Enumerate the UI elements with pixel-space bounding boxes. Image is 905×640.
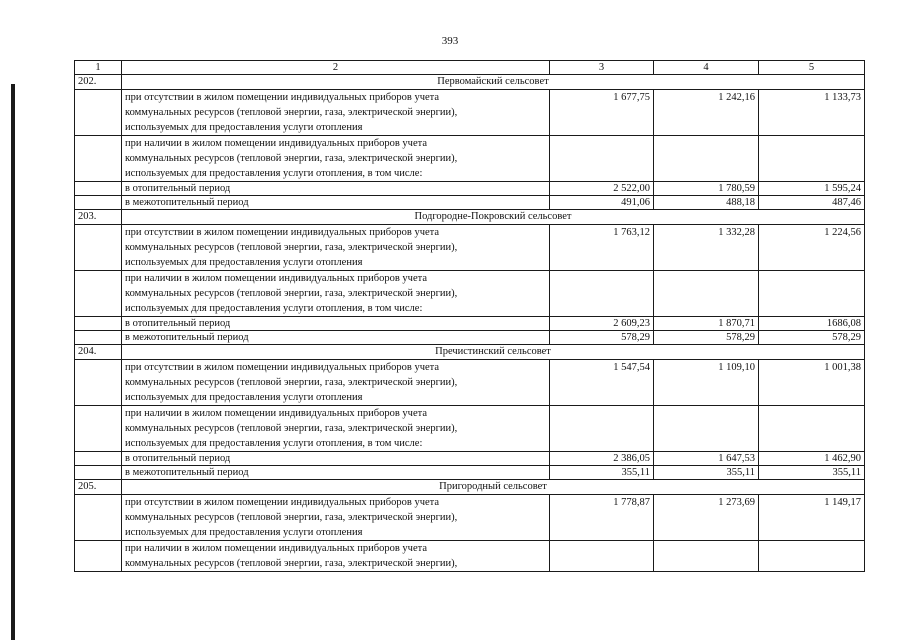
description-line: при наличии в жилом помещении индивидуальных приборов учета <box>125 543 427 554</box>
description-line: при наличии в жилом помещении индивидуальных приборов учета <box>125 273 427 284</box>
tariff-table <box>74 60 865 572</box>
value-cell-v3: 1 677,75 <box>550 90 654 136</box>
section-title: Первомайский сельсовет <box>122 75 865 90</box>
description-line: коммунальных ресурсов (тепловой энергии, газа, электрической энергии), <box>125 512 458 523</box>
table-row <box>75 541 865 572</box>
description-line: коммунальных ресурсов (тепловой энергии, газа, электрической энергии), <box>125 242 458 253</box>
value-cell-v5: 578,29 <box>759 331 865 345</box>
section-header-row <box>75 210 865 225</box>
value-cell-v3: 491,06 <box>550 196 654 210</box>
row-description <box>122 495 550 541</box>
table-row <box>75 466 865 480</box>
column-header: 5 <box>759 61 865 75</box>
value-cell-v3: 1 547,54 <box>550 360 654 406</box>
value-cell-v3: 2 522,00 <box>550 182 654 196</box>
column-header: 3 <box>550 61 654 75</box>
value-cell-v5 <box>759 271 865 317</box>
row-number-cell <box>75 406 122 452</box>
table-row <box>75 136 865 182</box>
value-cell-v4: 488,18 <box>654 196 759 210</box>
row-description <box>122 136 550 182</box>
description-line: используемых для предоставления услуги отопления <box>125 527 363 538</box>
description-line: в отопительный период <box>125 318 231 329</box>
column-header: 1 <box>75 61 122 75</box>
value-cell-v5: 1 224,56 <box>759 225 865 271</box>
section-title: Пречистинский сельсовет <box>122 345 865 360</box>
description-line: при отсутствии в жилом помещении индивидуальных приборов учета <box>125 92 440 103</box>
column-header: 4 <box>654 61 759 75</box>
section-header-row <box>75 75 865 90</box>
value-cell-v3 <box>550 541 654 572</box>
row-description <box>122 90 550 136</box>
section-title: Пригородный сельсовет <box>122 480 865 495</box>
section-number: 203. <box>75 210 122 225</box>
table-row <box>75 406 865 452</box>
row-number-cell <box>75 331 122 345</box>
value-cell-v5: 1 595,24 <box>759 182 865 196</box>
row-number-cell <box>75 360 122 406</box>
value-cell-v5: 1 149,17 <box>759 495 865 541</box>
description-line: в межотопительный период <box>125 332 249 343</box>
row-description <box>122 331 550 345</box>
description-line: в межотопительный период <box>125 197 249 208</box>
value-cell-v4: 1 332,28 <box>654 225 759 271</box>
table-row <box>75 196 865 210</box>
value-cell-v4: 1 780,59 <box>654 182 759 196</box>
value-cell-v4: 1 242,16 <box>654 90 759 136</box>
page-number: 393 <box>441 35 459 47</box>
description-line: используемых для предоставления услуги отопления <box>125 257 363 268</box>
value-cell-v5: 1 462,90 <box>759 452 865 466</box>
section-title: Подгородне-Покровский сельсовет <box>122 210 865 225</box>
value-cell-v4 <box>654 271 759 317</box>
description-line: коммунальных ресурсов (тепловой энергии, газа, электрической энергии), <box>125 558 458 569</box>
row-description <box>122 271 550 317</box>
table-body <box>75 61 865 572</box>
table-row <box>75 360 865 406</box>
row-number-cell <box>75 90 122 136</box>
row-description <box>122 196 550 210</box>
description-line: коммунальных ресурсов (тепловой энергии, газа, электрической энергии), <box>125 107 458 118</box>
value-cell-v3: 1 763,12 <box>550 225 654 271</box>
description-line: в межотопительный период <box>125 467 249 478</box>
section-number: 205. <box>75 480 122 495</box>
row-number-cell <box>75 495 122 541</box>
table-row <box>75 317 865 331</box>
row-number-cell <box>75 182 122 196</box>
value-cell-v5: 1686,08 <box>759 317 865 331</box>
value-cell-v3: 2 609,23 <box>550 317 654 331</box>
row-description <box>122 452 550 466</box>
table-row <box>75 182 865 196</box>
row-number-cell <box>75 271 122 317</box>
table-row <box>75 495 865 541</box>
value-cell-v4 <box>654 136 759 182</box>
description-line: используемых для предоставления услуги отопления, в том числе: <box>125 168 423 179</box>
value-cell-v3: 1 778,87 <box>550 495 654 541</box>
description-line: при отсутствии в жилом помещении индивидуальных приборов учета <box>125 227 440 238</box>
value-cell-v3 <box>550 406 654 452</box>
value-cell-v4 <box>654 541 759 572</box>
value-cell-v4: 578,29 <box>654 331 759 345</box>
section-header-row <box>75 345 865 360</box>
row-description <box>122 182 550 196</box>
description-line: в отопительный период <box>125 183 231 194</box>
value-cell-v5: 487,46 <box>759 196 865 210</box>
value-cell-v5 <box>759 406 865 452</box>
value-cell-v3: 578,29 <box>550 331 654 345</box>
value-cell-v4 <box>654 406 759 452</box>
row-number-cell <box>75 196 122 210</box>
row-description <box>122 466 550 480</box>
row-description <box>122 317 550 331</box>
value-cell-v5 <box>759 136 865 182</box>
row-number-cell <box>75 136 122 182</box>
section-number: 204. <box>75 345 122 360</box>
value-cell-v4: 1 870,71 <box>654 317 759 331</box>
description-line: используемых для предоставления услуги отопления <box>125 122 363 133</box>
row-description <box>122 541 550 572</box>
table-row <box>75 90 865 136</box>
row-description <box>122 225 550 271</box>
description-line: используемых для предоставления услуги отопления, в том числе: <box>125 303 423 314</box>
row-number-cell <box>75 541 122 572</box>
section-header-row <box>75 480 865 495</box>
value-cell-v3: 2 386,05 <box>550 452 654 466</box>
table-row <box>75 271 865 317</box>
value-cell-v4: 1 109,10 <box>654 360 759 406</box>
row-description <box>122 360 550 406</box>
value-cell-v3 <box>550 271 654 317</box>
description-line: коммунальных ресурсов (тепловой энергии, газа, электрической энергии), <box>125 423 458 434</box>
value-cell-v5: 1 001,38 <box>759 360 865 406</box>
description-line: используемых для предоставления услуги отопления, в том числе: <box>125 438 423 449</box>
value-cell-v3: 355,11 <box>550 466 654 480</box>
description-line: в отопительный период <box>125 453 231 464</box>
row-number-cell <box>75 317 122 331</box>
description-line: при отсутствии в жилом помещении индивидуальных приборов учета <box>125 362 440 373</box>
column-header: 2 <box>122 61 550 75</box>
section-number: 202. <box>75 75 122 90</box>
description-line: при наличии в жилом помещении индивидуальных приборов учета <box>125 138 427 149</box>
value-cell-v5: 355,11 <box>759 466 865 480</box>
row-number-cell <box>75 225 122 271</box>
value-cell-v4: 1 273,69 <box>654 495 759 541</box>
column-header-row <box>75 61 865 75</box>
value-cell-v4: 1 647,53 <box>654 452 759 466</box>
description-line: при отсутствии в жилом помещении индивидуальных приборов учета <box>125 497 440 508</box>
table-row <box>75 452 865 466</box>
value-cell-v5 <box>759 541 865 572</box>
description-line: используемых для предоставления услуги отопления <box>125 392 363 403</box>
description-line: коммунальных ресурсов (тепловой энергии, газа, электрической энергии), <box>125 288 458 299</box>
description-line: при наличии в жилом помещении индивидуальных приборов учета <box>125 408 427 419</box>
row-number-cell <box>75 466 122 480</box>
value-cell-v4: 355,11 <box>654 466 759 480</box>
value-cell-v5: 1 133,73 <box>759 90 865 136</box>
binding-edge <box>11 84 15 640</box>
table-row <box>75 331 865 345</box>
value-cell-v3 <box>550 136 654 182</box>
description-line: коммунальных ресурсов (тепловой энергии, газа, электрической энергии), <box>125 377 458 388</box>
row-number-cell <box>75 452 122 466</box>
description-line: коммунальных ресурсов (тепловой энергии, газа, электрической энергии), <box>125 153 458 164</box>
row-description <box>122 406 550 452</box>
table-row <box>75 225 865 271</box>
